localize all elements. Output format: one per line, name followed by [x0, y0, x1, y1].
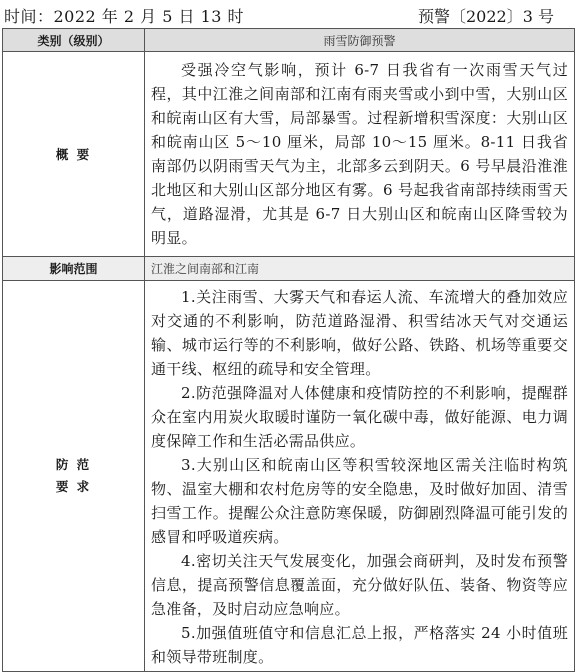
requirements-label-line2: 要 求 [55, 479, 92, 494]
requirement-item-4: 4.密切关注天气发展变化，加强会商研判，及时发布预警信息，提高预警信息覆盖面，充分做好队伍、装备、物资等应急准备，及时启动应急响应。 [151, 552, 568, 618]
requirements-row [3, 281, 575, 672]
scope-label: 影响范围 [3, 257, 145, 281]
document-header [0, 0, 576, 28]
requirement-item-3: 3.大别山区和皖南山区等积雪较深地区需关注临时构筑物、温室大棚和农村危房等的安全隐患，及时做好加固、清雪扫雪工作。提醒公众注意防寒保暖，防御剧烈降温可能引发的感冒和呼吸道疾病。 [151, 456, 568, 546]
requirement-item-1: 1.关注雨雪、大雾天气和春运人流、车流增大的叠加效应对交通的不利影响，防范道路湿滑、积雪结冰天气对交通运输、城市运行等的不利影响，做好公路、铁路、机场等重要交通干线、枢纽的疏导和安全管理。 [151, 288, 568, 378]
document-number: 预警〔2022〕3 号 [418, 7, 554, 26]
overview-label: 概 要 [3, 52, 145, 257]
issue-time: 时间：2022 年 2 月 5 日 13 时 [4, 7, 245, 26]
requirements-cell [145, 281, 575, 672]
overview-row [3, 52, 575, 257]
category-row [3, 29, 575, 52]
overview-cell [145, 52, 575, 257]
category-label: 类别（级别） [3, 29, 145, 52]
category-value: 雨雪防御预警 [145, 29, 575, 52]
requirement-item-2: 2.防范强降温对人体健康和疫情防控的不利影响，提醒群众在室内用炭火取暖时谨防一氧化碳中毒，做好能源、电力调度保障工作和生活必需品供应。 [151, 384, 568, 450]
scope-value: 江淮之间南部和江南 [145, 257, 575, 281]
overview-text: 受强冷空气影响，预计 6-7 日我省有一次雨雪天气过程，其中江淮之间南部和江南有雨夹雪或小到中雪，大别山区和皖南山区有大雪，局部暴雪。过程新增积雪深度：大别山区和皖南山区 5～10 厘米，局部 10～15 厘米。8-11 日我省南部仍以阴雨雪天气为主，北部多云到阴天。6 号早晨沿淮淮北地区和大别山区部分地区有雾。6 号起我省南部持续雨雪天气，道路湿滑，尤其是 6-7 日大别山区和皖南山区降雪较为明显。 [151, 61, 568, 247]
requirements-label [3, 281, 145, 672]
requirement-item-5: 5.加强值班值守和信息汇总上报，严格落实 24 小时值班和领导带班制度。 [151, 624, 568, 666]
warning-table [2, 28, 575, 672]
scope-row [3, 257, 575, 281]
requirements-label-line1: 防 范 [55, 457, 92, 472]
